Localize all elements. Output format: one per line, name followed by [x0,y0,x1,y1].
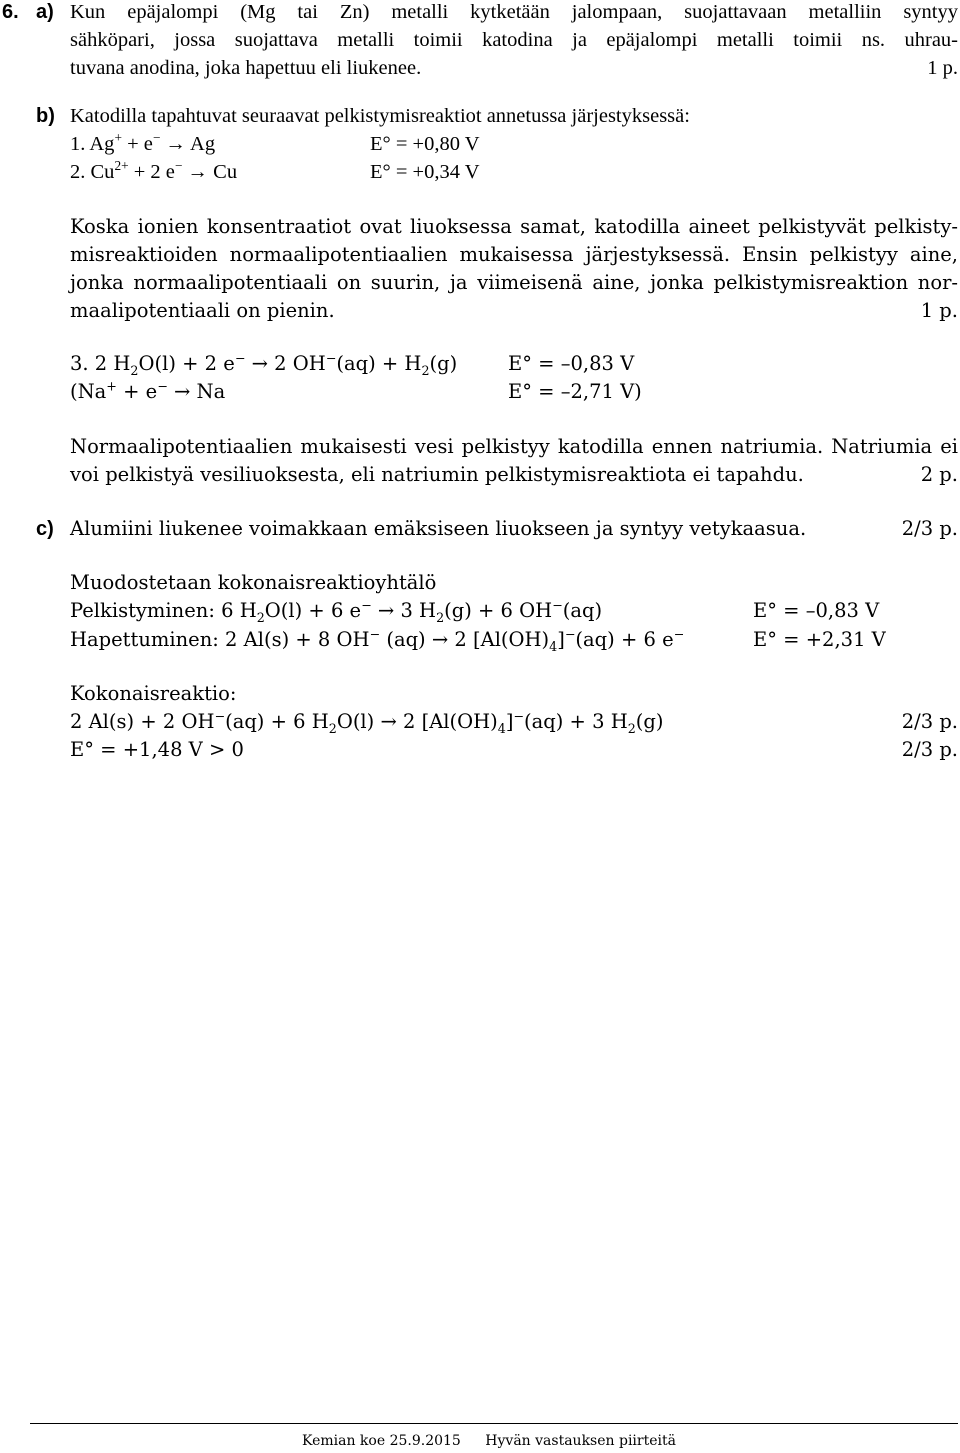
reaction-2 [70,158,958,186]
part-a-line-3: tuvana anodina, joka hapettuu eli liukenee. 1 p. [70,54,958,82]
part-a-line-2: sähköpari, jossa suojattava metalli toimii katodina ja epäjalompi metalli toimii ns. uhrau- [70,29,958,51]
oxidation-potential: E° = +2,31 V [753,628,886,651]
emf-line [70,736,958,764]
reaction-4-potential: E° = –2,71 V) [508,380,642,403]
part-b-label: b) [36,105,55,127]
oxidation-equation: Hapettuminen: 2 Al(s) + 8 OH− (aq) → 2 $[Al(OH)_4]^-(aq) + 6$ e− [70,626,685,654]
part-a-label: a) [36,1,54,23]
part-b-conclusion-line-1: Normaalipotentiaalien mukaisesti vesi pelkistyy katodilla ennen natriumia. Natriumia ei [70,435,958,458]
reaction-3-potential: E° = –0,83 V [508,352,635,375]
reaction-2-potential: E° = +0,34 V [370,161,480,183]
total-reaction-points: 2/3 p. [901,710,958,733]
oxidation-label: Hapettuminen: [70,628,219,651]
footer [302,1433,696,1449]
reduction-label: Pelkistyminen: [70,599,215,622]
reduction-reaction [70,597,958,625]
reaction-4 [70,378,958,406]
emf-points: 2/3 p. [901,738,958,761]
reaction-1-potential: E° = +0,80 V [370,133,480,155]
footer-title: Hyvän vastauksen piirteitä [485,1433,676,1449]
part-b-para-line-4: maalipotentiaali on pienin. 1 p. [70,297,958,325]
reaction-1-equation: 1. Ag+ + e− → Ag [70,130,216,155]
reduction-potential: E° = –0,83 V [753,599,880,622]
part-b-para-line-1: Koska ionien konsentraatiot ovat liuoksessa samat, katodilla aineet pelkistyvät pelkisty- [70,215,958,238]
part-b-para-line-2: misreaktioiden normaalipotentiaalien mukaisessa järjestyksessä. Ensin pelkistyy aine, [70,243,958,266]
part-c-text: Alumiini liukenee voimakkaan emäksiseen liuokseen ja syntyy vetykaasua. 2/3 p. [70,515,958,543]
emf-value: E° = +1,48 V > 0 [70,738,244,761]
footer-rule [30,1423,958,1424]
total-reaction-label: Kokonaisreaktio: [70,682,237,705]
part-b-intro: Katodilla tapahtuvat seuraavat pelkistymisreaktiot annetussa järjestyksessä: [70,105,690,127]
part-c-points: 2/3 p. [901,517,958,540]
total-reaction-equation: 2 Al(s) + 2 OH−(aq) + 6 $H_2O(l) \to 2$ $[Al(OH)_4]^-(aq) + 3$ $H_2(g)$ [70,708,664,736]
part-a-line-1: Kun epäjalompi (Mg tai Zn) metalli kytketään jalompaan, suojattavaan metalliin syntyy [70,1,958,23]
part-a-points: 1 p. [927,57,958,79]
reaction-1 [70,130,958,158]
total-reaction [70,708,958,736]
footer-course: Kemian koe 25.9.2015 [302,1433,461,1449]
question-number: 6. [2,1,19,23]
part-b-para-line-3: jonka normaalipotentiaali on suurin, ja viimeisenä aine, jonka pelkistymisreaktion nor- [70,271,958,294]
part-b-conclusion-line-2: voi pelkistyä vesiliuoksesta, eli natriumin pelkistymisreaktiota ei tapahdu. 2 p. [70,461,958,489]
part-b-para-points: 1 p. [920,299,958,322]
reaction-4-equation: (Na+ + e− → Na [70,378,226,403]
reduction-equation: Pelkistyminen: 6 $H_2O(l) + 6$ e− → 3 $H_2(g) + 6$ OH−(aq) [70,597,603,625]
part-c-label: c) [36,518,54,540]
reaction-3 [70,350,958,378]
part-b-conclusion-points: 2 p. [920,463,958,486]
part-c-heading: Muodostetaan kokonaisreaktioyhtälö [70,571,437,594]
reaction-3-equation: 3. 2 $H_2O(l) + 2$ e− → 2 $OH^-(aq) + H_2(g)$ [70,350,458,378]
reaction-2-equation: 2. $Cu^{2+} + 2$ e− → Cu [70,158,238,183]
oxidation-reaction [70,626,958,654]
